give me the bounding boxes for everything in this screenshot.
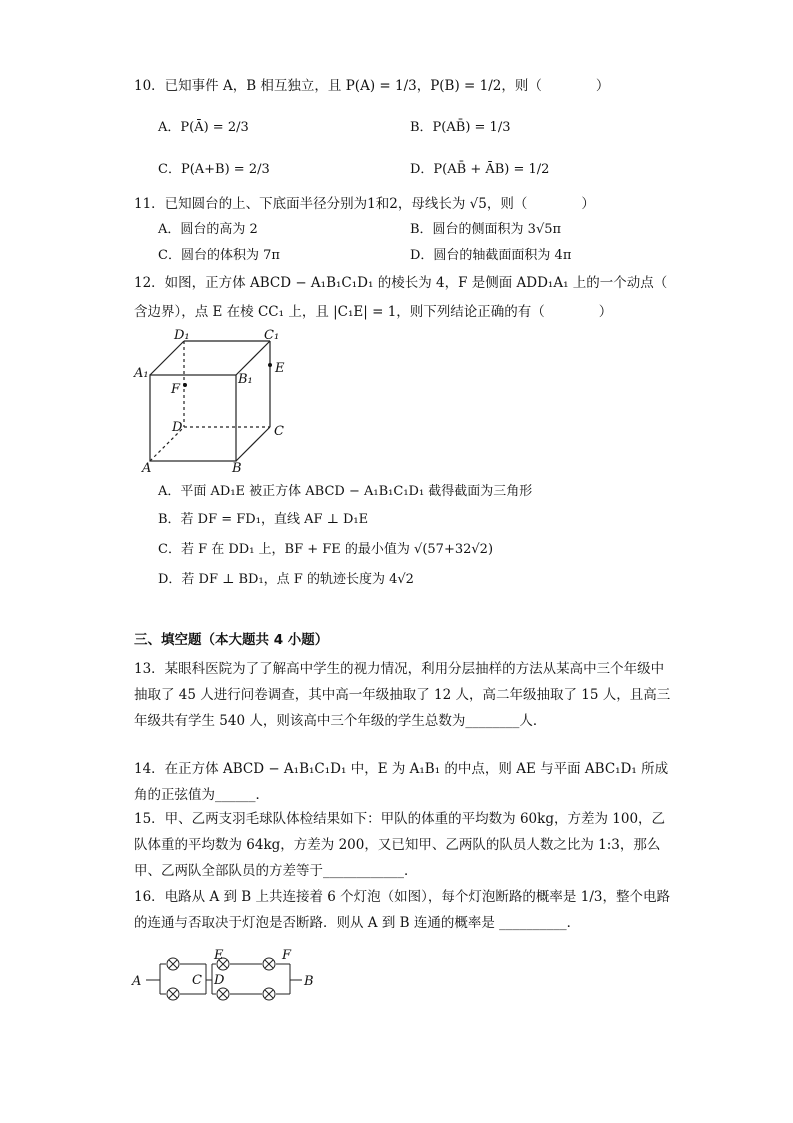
label-b: B [232, 461, 242, 475]
q10-option-d: D．P(AB̄ + ĀB) = 1/2 [410, 162, 550, 177]
point-e [268, 363, 272, 367]
q16-text: 16．电路从 A 到 B 上共连接着 6 个灯泡（如图），每个灯泡断路的概率是 1/3，整个电路的连通与否取决于灯泡是否断路．则从 A 到 B 连通的概率是 __________． [134, 889, 670, 931]
bulb-5 [217, 988, 229, 1000]
q12-option-d: D．若 DF ⊥ BD₁，点 F 的轨迹长度为 4√2 [158, 572, 414, 587]
q11-option-d: D．圆台的轴截面面积为 4π [410, 248, 572, 263]
bulb-4 [263, 958, 275, 970]
circuit-figure [130, 948, 330, 1008]
label-d1: D₁ [174, 328, 190, 343]
q10-stem: 10．已知事件 A，B 相互独立，且 P(A) = 1/3，P(B) = 1/2，则（ ） [134, 78, 610, 94]
label-b1: B₁ [238, 372, 253, 387]
q10-option-a: A．P(Ā) = 2/3 [158, 120, 249, 135]
q11-option-c: C．圆台的体积为 7π [158, 248, 280, 263]
q12-stem-line1: 12．如图，正方体 ABCD − A₁B₁C₁D₁ 的棱长为 4，F 是侧面 ADD₁A₁ 上的一个动点（ [134, 275, 668, 291]
label-f: F [171, 382, 181, 397]
section-fill-in-blanks: 三、填空题（本大题共 4 小题） [134, 632, 329, 648]
q12-option-c: C．若 F 在 DD₁ 上，BF + FE 的最小值为 √(57+32√2) [158, 542, 494, 557]
circuit-label-b: B [304, 974, 314, 989]
q12-option-b: B．若 DF = FD₁，直线 AF ⊥ D₁E [158, 512, 369, 527]
circuit-label-d: D [214, 973, 225, 988]
label-a1: A₁ [134, 366, 149, 381]
q15-text: 15．甲、乙两支羽毛球队体检结果如下：甲队的体重的平均数为 60kg，方差为 100，乙队体重的平均数为 64kg，方差为 200，又已知甲、乙两队的队员人数之比为 1:3，那么甲、乙两队全部队员的方差等于____________． [134, 811, 666, 879]
circuit-label-f: F [282, 948, 292, 963]
bulb-1 [167, 958, 179, 970]
label-c1: C₁ [264, 328, 280, 343]
q10-option-c: C．P(A+B) = 2/3 [158, 162, 270, 177]
circuit-label-e: E [214, 948, 224, 963]
label-d: D [172, 420, 183, 435]
point-f [183, 383, 187, 387]
label-a: A [142, 461, 152, 475]
label-e: E [275, 361, 285, 376]
circuit-label-a: A [132, 974, 142, 989]
q12-stem-line2: 含边界），点 E 在棱 CC₁ 上，且 |C₁E| = 1，则下列结论正确的有（ ） [134, 304, 613, 320]
cube-figure [128, 325, 298, 475]
circuit-label-c: C [192, 973, 202, 988]
bulb-2 [167, 988, 179, 1000]
q14-text: 14．在正方体 ABCD − A₁B₁C₁D₁ 中，E 为 A₁B₁ 的中点，则 AE 与平面 ABC₁D₁ 所成角的正弦值为______． [134, 761, 669, 803]
bulb-6 [263, 988, 275, 1000]
q13-text: 13．某眼科医院为了了解高中学生的视力情况，利用分层抽样的方法从某高中三个年级中抽取了 45 人进行问卷调查，其中高一年级抽取了 12 人，高二年级抽取了 15 人，且高三年级共有学生 540 人，则该高中三个年级的学生总数为________人． [134, 661, 671, 729]
q11-option-a: A．圆台的高为 2 [158, 222, 258, 237]
q11-option-b: B．圆台的侧面积为 3√5π [410, 222, 562, 237]
q12-option-a: A．平面 AD₁E 被正方体 ABCD − A₁B₁C₁D₁ 截得截面为三角形 [158, 484, 533, 499]
label-c: C [274, 424, 284, 439]
q11-stem: 11．已知圆台的上、下底面半径分别为1和2，母线长为 √5，则（ ） [134, 196, 595, 212]
q10-option-b: B．P(AB̄) = 1/3 [410, 120, 511, 135]
